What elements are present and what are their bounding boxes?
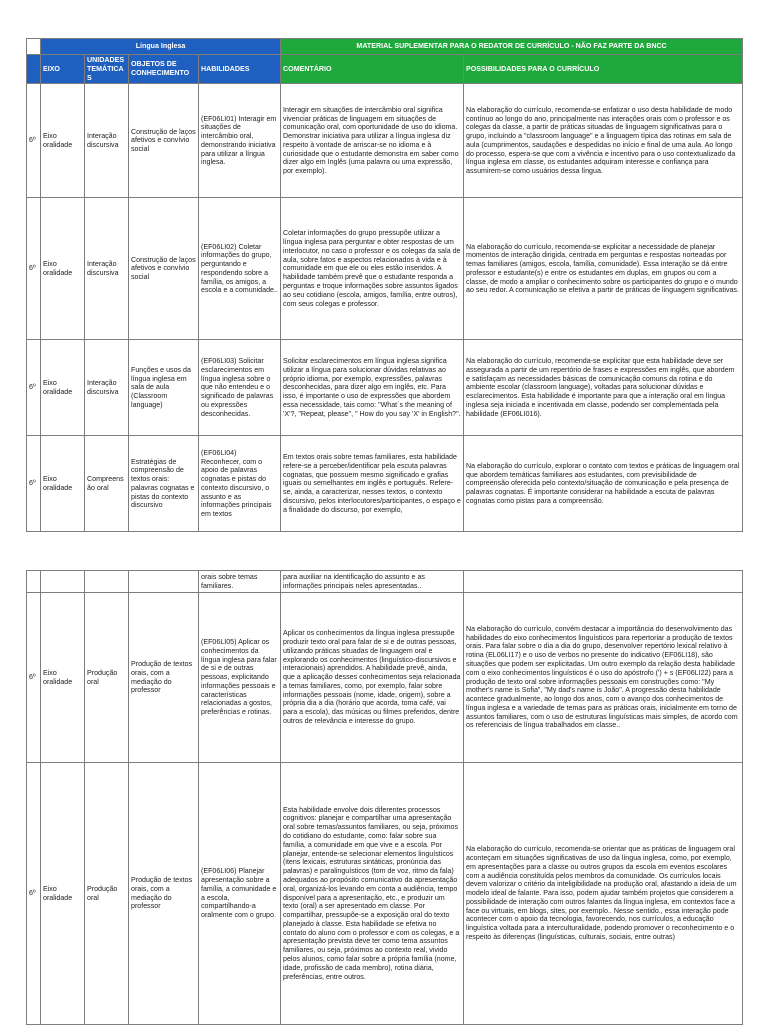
unit-cell: Interação discursiva (85, 340, 129, 436)
object-cell: Produção de textos orais, com a mediação do professor (129, 763, 199, 1025)
comment-cell: Aplicar os conhecimentos da língua inglesa pressupõe produzir texto oral para falar de si e de outras pessoas, utilizando práticas situadas de linguagem oral e explorando os conhecimentos (linguístico-discursivos e interacionais) aprendidos. A habilidade prevê, ainda, que a aplicação desses conhecimentos seja relacionada a temas familiares, como, por exemplo, falar sobre informações pessoais (nome, idade, origem), sobre a própria dia a dia (horário que acorda, toma café, vai para a escola), das músicas ou filmes preferidos, dentre outros de relevância e interesse do grupo. (281, 593, 464, 763)
year-cell: 6º (27, 593, 41, 763)
possibility-cell (464, 571, 743, 593)
header-eixo: EIXO (41, 55, 85, 84)
banner-row (27, 39, 743, 55)
year-cell (27, 571, 41, 593)
header-unidades: UNIDADES TEMÁTICAS (85, 55, 129, 84)
year-cell: 6º (27, 84, 41, 198)
axis-cell: Eixo oralidade (41, 763, 85, 1025)
object-cell: Produção de textos orais, com a mediação do professor (129, 593, 199, 763)
object-cell (129, 571, 199, 593)
axis-cell: Eixo oralidade (41, 593, 85, 763)
axis-cell: Eixo oralidade (41, 84, 85, 198)
table-row (27, 198, 743, 340)
header-possibilidades: POSSIBILIDADES PARA O CURRÍCULO (464, 55, 743, 84)
axis-cell: Eixo oralidade (41, 436, 85, 532)
unit-cell: Produção oral (85, 763, 129, 1025)
year-cell: 6º (27, 763, 41, 1025)
skill-cell: (EF06LI01) Interagir em situações de intercâmbio oral, demonstrando iniciativa para utilizar a língua inglesa. (199, 84, 281, 198)
axis-cell (41, 571, 85, 593)
object-cell: Funções e usos da língua inglesa em sala de aula (Classroom language) (129, 340, 199, 436)
axis-cell: Eixo oralidade (41, 198, 85, 340)
skill-cell: orais sobre temas familiares. (199, 571, 281, 593)
object-cell: Construção de laços afetivos e convívio social (129, 84, 199, 198)
possibility-cell: Na elaboração do currículo, recomenda-se explicitar que esta habilidade deve ser assegurada a partir de um repertório de frases e expressões em inglês, que abordem e satisfaçam as necessidades básicas de comunicação comuns da rotina e do ambiente escolar (classroom language), voltadas para solucionar dúvidas e esclarecimentos. Esta habilidade é importante para que a interação oral em língua inglesa seja iniciada e incentivada em classe, podendo ser complementada pela habilidade (EF06LI016). (464, 340, 743, 436)
comment-cell: para auxiliar na identificação do assunto e as informações principais neles apresentadas.. (281, 571, 464, 593)
banner-spacer (27, 39, 41, 55)
table-row (27, 340, 743, 436)
table-row (27, 763, 743, 1025)
table-row (27, 593, 743, 763)
comment-cell: Em textos orais sobre temas familiares, esta habilidade refere-se a perceber/identificar pela escuta palavras cognatas, que possuem mesmo significado e grafias iguais ou semelhantes em inglês e português. Refere-se, ainda, a caracterizar, nesses textos, o contexto discursivo, pelos interlocutores/participantes, o espaço e a finalidade do discurso, por exemplo, (281, 436, 464, 532)
unit-cell: Compreensão oral (85, 436, 129, 532)
header-habilidades: HABILIDADES (199, 55, 281, 84)
possibility-cell: Na elaboração do currículo, recomenda-se orientar que as práticas de linguagem oral aconteçam em situações significativas de uso da língua inglesa, como, por exemplo, em apresentações para a classe ou outros grupos da escola em eventos escolares com a audiência constituída pelos membros da comunidade. Os currículos locais devem valorizar o critério da inteligibilidade na produção oral, afastando a ideia de um modelo ideal de falante. Para isso, podem ajudar também projetos que considerem a possibilidade de interação com outros falantes da língua inglesa, em contextos face a face ou virtuais, em blogs, sites, por exemplo.. Nesse sentido., essa interação pode acontecer com o apoio da tecnologia, favorecendo, nos currículos, a educação linguística voltada para a interculturalidade, podendo promover o reconhecimento e o respeito às diferenças (linguísticas, culturais, sociais, entre outras) (464, 763, 743, 1025)
unit-cell: Interação discursiva (85, 84, 129, 198)
axis-cell: Eixo oralidade (41, 340, 85, 436)
table-row (27, 84, 743, 198)
comment-cell: Interagir em situações de intercâmbio oral significa vivenciar práticas de linguagem em situações de comunicação oral, com oportunidade de uso do idioma. Demonstrar iniciativa para utilizar a língua inglesa diz respeito à vontade de arriscar-se no idioma e à curiosidade que o estudante demonstra em saber como dizer algo em Inglês (uma palavra ou uma expressão, por exemplo). (281, 84, 464, 198)
comment-cell: Solicitar esclarecimentos em língua inglesa significa utilizar a língua para solucionar dúvidas relativas ao próprio idioma, por exemplo, expressões, palavras desconhecidas, para dizer algo em inglês, etc. Para isso, é importante o uso de expressões que abordem essa necessidade, tais como: "What´s the meaning of 'X'?, "Repeat, please", " How do you say 'X' in English?". (281, 340, 464, 436)
table-row (27, 436, 743, 532)
possibility-cell: Na elaboração do currículo, convém destacar a importância do desenvolvimento das habilidades do eixo conhecimentos linguísticos para repertoriar a produção de textos orais. Para falar sobre o dia a dia do grupo, desenvolver repertório lexical relativo à rotina (EL06LI17) e o uso de verbos no presente do indicativo (EF06LI18), são situações que podem ser explicitadas. Um outro exemplo da relação desta habilidade com o eixo conhecimentos linguísticos é o uso do apóstrofo (') + s (EF06LI22) para a produção de texto oral sobre informações pessoais em construções como: "My mother's name is Sofia", "My dad's name is João". A progressão desta habilidade acontece gradualmente, ao longo dos anos, com o avanço dos conhecimentos de língua inglesa e a variedade de temas para as práticas orais, inicialmente em torno de assuntos familiares, com o uso de estruturas linguísticas mais simples, de acordo com os referenciais de língua trabalhados em classe.. (464, 593, 743, 763)
object-cell: Construção de laços afetivos e convívio social (129, 198, 199, 340)
year-cell: 6º (27, 198, 41, 340)
year-cell: 6º (27, 436, 41, 532)
supplementary-banner: MATERIAL SUPLEMENTAR PARA O REDATOR DE CURRÍCULO - NÃO FAZ PARTE DA BNCC (281, 39, 743, 55)
unit-cell: Interação discursiva (85, 198, 129, 340)
skill-cell: (EF06LI06) Planejar apresentação sobre a família, a comunidade e a escola, compartilhando-a oralmente com o grupo. (199, 763, 281, 1025)
possibility-cell: Na elaboração do currículo, recomenda-se explicitar a necessidade de planejar momentos de interação dirigida, centrada em perguntas e respostas norteadas por temas familiares (amigos, escola, família, comunidade). Essa interação se dá entre professor e estudante(s) e entre os estudantes em duplas, em grupos ou com a classe, de modo a ampliar o conhecimento sobre os participantes do grupo e o mundo ao seu redor. A comunicação se efetiva a partir de práticas de linguagem significativas. (464, 198, 743, 340)
possibility-cell: Na elaboração do currículo, explorar o contato com textos e práticas de linguagem oral que abordem temáticas familiares aos estudantes, com previsibilidade de compreensão oferecida pelo contexto/situação de comunicação e pela presença de palavras cognatas. É importante considerar na habilidade a escuta de palavras cognatas como pistas para a compreensão. (464, 436, 743, 532)
continuation-row (27, 571, 743, 593)
skill-cell: (EF06LI02) Coletar informações do grupo, perguntando e respondendo sobre a família, os amigos, a escola e a comunidade.. (199, 198, 281, 340)
header-row (27, 55, 743, 84)
comment-cell: Esta habilidade envolve dois diferentes processos cognitivos: planejar e compartilhar uma apresentação oral sobre temas/assuntos familiares, ou seja, próximos do cotidiano do estudante, como: falar sobre sua família, a comunidade em que vive e a escola. Por planejar, entende-se selecionar elementos linguísticos (itens lexicais, estruturas sintáticas, pronúncia das palavras) e paralinguísticos (tom de voz, ritmo da fala) adequados ao propósito comunicativo da apresentação oral, organizá-los levando em conta a audiência, tempo disponível para a apresentação, etc., e produzir um texto (oral) a ser apresentado em classe. Por compartilhar, pressupõe-se a exposição oral do texto planejado à classe. Esta habilidade se efetiva no contato do aluno com o professor e com os colegas, e a apresentação prevista deve ter como tema assuntos familiares, ou seja, próximos ao contexto real, vivido pelos alunos, como falar sobre a própria família (nome, idade, profissão de cada membro), rotina diária, preferências, entre outros. (281, 763, 464, 1025)
skill-cell: (EF06LI04) Reconhecer, com o apoio de palavras cognatas e pistas do contexto discursivo, o assunto e as informações principais em textos (199, 436, 281, 532)
curriculum-table-page-2 (26, 570, 743, 1025)
possibility-cell: Na elaboração do currículo, recomenda-se enfatizar o uso desta habilidade de modo contínuo ao longo do ano, principalmente nas interações orais com o professor e os colegas da classe, a partir de práticas situadas de linguagem significativas para o grupo, incluindo a "classroom language" e a linguagem típica das rotinas em sala de aula (cumprimentos, saudações e despedidas no início e final de uma aula. Ao longo do processo, espera-se que com a vivência e incentivo para o uso contextualizado da língua inglesa em classe, os estudantes adquiram interesse e confiança para assumirem-se como usuários dessa língua. (464, 84, 743, 198)
header-ano-cell (27, 55, 41, 84)
year-cell: 6º (27, 340, 41, 436)
object-cell: Estratégias de compreensão de textos orais: palavras cognatas e pistas do contexto discursivo (129, 436, 199, 532)
unit-cell (85, 571, 129, 593)
skill-cell: (EF06LI05) Aplicar os conhecimentos da língua inglesa para falar de si e de outras pessoas, explicitando informações pessoais e características relacionadas a gostos, preferências e rotinas. (199, 593, 281, 763)
comment-cell: Coletar informações do grupo pressupõe utilizar a língua inglesa para perguntar e obter respostas de um interlocutor, no caso o professor e os colegas da sala de aula, sobre fatos e aspectos relacionados à vida e à comunidade em que ele ou eles estão inseridos. A habilidade também prevê que o estudante responda a perguntas e troque informações sobre assuntos ligados ao seu cotidiano (escola, amigos, família, entre outros), com seus colegas e professor. (281, 198, 464, 340)
header-objetos: OBJETOS DE CONHECIMENTO (129, 55, 199, 84)
skill-cell: (EF06LI03) Solicitar esclarecimentos em língua inglesa sobre o que não entendeu e o significado de palavras ou expressões desconhecidas. (199, 340, 281, 436)
header-comentario: COMENTÁRIO (281, 55, 464, 84)
subject-banner: Língua Inglesa (41, 39, 281, 55)
unit-cell: Produção oral (85, 593, 129, 763)
curriculum-table-page-1 (26, 38, 743, 532)
